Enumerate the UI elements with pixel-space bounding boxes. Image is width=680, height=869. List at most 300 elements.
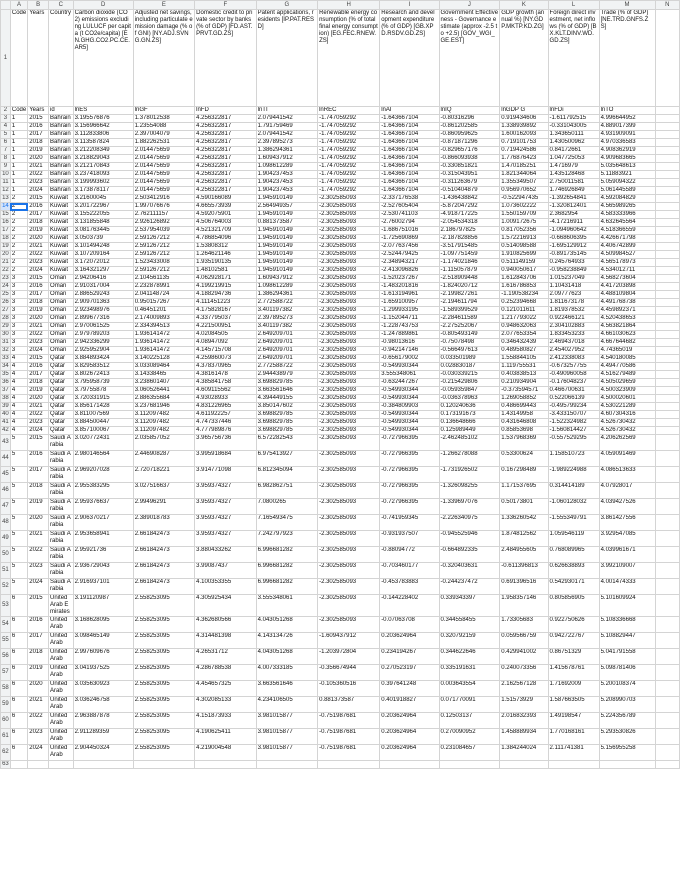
cell[interactable] (655, 147, 679, 155)
cell[interactable]: 1 (10, 179, 27, 187)
cell[interactable]: 2022 (28, 251, 49, 259)
row-header[interactable]: 15 (2, 211, 9, 217)
cell[interactable]: 2.014475659 (133, 171, 194, 179)
cell[interactable] (380, 761, 439, 769)
row-header[interactable]: 12 (2, 187, 9, 193)
cell[interactable]: 5 (10, 451, 27, 467)
cell[interactable]: -2.302585093 (318, 251, 380, 259)
cell[interactable]: 2016 (28, 203, 49, 211)
cell[interactable]: 2015 (28, 115, 49, 123)
cell[interactable]: -5.872047292 (439, 203, 500, 211)
cell[interactable]: 1.770168161 (548, 729, 599, 745)
cell[interactable]: 4.454657325 (195, 681, 256, 697)
cell[interactable]: 3.555348061 (256, 595, 317, 617)
cell[interactable]: -0.522947435 (500, 195, 548, 203)
cell[interactable] (655, 697, 679, 713)
cell[interactable]: -1.747059292 (318, 139, 380, 147)
cell[interactable]: 0.270090952 (439, 729, 500, 745)
cell[interactable] (655, 307, 679, 315)
cell[interactable]: 6.996681282 (256, 547, 317, 563)
cell[interactable]: 3.880433262 (195, 547, 256, 563)
cell[interactable]: lnES (73, 107, 133, 115)
cell[interactable]: 3.698829785 (256, 411, 317, 419)
cell[interactable]: GDP growth (annual %) [NY.GDP.MKTP.KD.ZG] (500, 10, 548, 107)
cell[interactable] (655, 315, 679, 323)
row-header[interactable]: 57 (1, 665, 11, 681)
cell[interactable]: 3.981015877 (256, 745, 317, 761)
cell[interactable]: -0.656179002 (380, 355, 439, 363)
cell[interactable]: 1 (10, 115, 27, 123)
cell[interactable]: -0.105360516 (318, 681, 380, 697)
cell[interactable]: -2.302585093 (318, 323, 380, 331)
cell[interactable]: 4.302085133 (195, 697, 256, 713)
cell[interactable]: 2.232878991 (133, 283, 194, 291)
row-header[interactable]: 55 (1, 633, 11, 649)
row-header[interactable]: 53 (1, 595, 11, 617)
cell[interactable]: 2023 (28, 563, 49, 579)
cell[interactable]: 1.384244024 (500, 745, 548, 761)
cell[interactable] (655, 171, 679, 179)
cell[interactable]: 1.945910149 (256, 227, 317, 235)
cell[interactable]: 2024 (28, 347, 49, 355)
cell[interactable]: 2.959376637 (73, 499, 133, 515)
cell[interactable]: -2.302585093 (318, 347, 380, 355)
cell[interactable] (655, 435, 679, 451)
cell[interactable]: 2023 (28, 419, 49, 427)
cell[interactable]: 4.611922257 (195, 411, 256, 419)
cell[interactable]: Code (10, 10, 27, 107)
cell[interactable]: United Arab (49, 633, 74, 649)
cell[interactable]: 1 (10, 155, 27, 163)
cell[interactable]: 5 (10, 563, 27, 579)
cell[interactable]: 3.081763445 (73, 227, 133, 235)
row-header[interactable]: 41 (2, 419, 9, 425)
cell[interactable]: 3.811007569 (73, 411, 133, 419)
cell[interactable]: Qatar (49, 371, 74, 379)
row-header[interactable]: 47 (1, 499, 11, 515)
cell[interactable]: -3.433150707 (548, 411, 599, 419)
cell[interactable] (655, 649, 679, 665)
cell[interactable]: 1.470185251 (500, 163, 548, 171)
cell[interactable]: -0.727966395 (380, 483, 439, 499)
cell[interactable] (655, 411, 679, 419)
cell[interactable]: 1.48102581 (195, 267, 256, 275)
cell[interactable]: -2.462485102 (439, 435, 500, 451)
cell[interactable]: 2.558253095 (133, 697, 194, 713)
cell[interactable]: 2.558253095 (133, 617, 194, 633)
cell[interactable]: 4.02084505 (195, 331, 256, 339)
cell[interactable]: -0.244237472 (439, 579, 500, 595)
cell[interactable]: 0.059566759 (500, 633, 548, 649)
cell[interactable] (49, 761, 74, 769)
cell[interactable] (655, 419, 679, 427)
row-header[interactable]: 44 (1, 451, 11, 467)
cell[interactable]: 4.286788538 (195, 665, 256, 681)
cell[interactable]: Kuwait (49, 195, 74, 203)
cell[interactable]: -0.75078498 (439, 339, 500, 347)
cell[interactable]: 2016 (28, 363, 49, 371)
cell[interactable]: -1.555349791 (548, 515, 599, 531)
cell[interactable]: 4 (10, 363, 27, 371)
cell[interactable]: 0.12503137 (439, 713, 500, 729)
cell[interactable]: 0.203624964 (380, 745, 439, 761)
cell[interactable]: 1.945910149 (256, 251, 317, 259)
cell[interactable]: 6 (10, 595, 27, 617)
cell[interactable] (655, 467, 679, 483)
cell[interactable]: 1.558844105 (500, 355, 548, 363)
cell[interactable]: 2.537954039 (133, 227, 194, 235)
cell[interactable]: 3.173878117 (73, 187, 133, 195)
cell[interactable]: 4.206262569 (599, 435, 655, 451)
cell[interactable]: 0.339343397 (439, 595, 500, 617)
cell[interactable]: 1.821344064 (500, 171, 548, 179)
row-header[interactable]: 26 (2, 299, 9, 305)
cell[interactable]: 0.252394668 (500, 299, 548, 307)
cell[interactable]: -2.302585093 (318, 395, 380, 403)
cell[interactable]: 4.234106505 (256, 697, 317, 713)
cell[interactable]: 0.120240636 (439, 403, 500, 411)
cell[interactable]: 0.956970652 (500, 187, 548, 195)
cell[interactable]: 4.592084829 (599, 195, 655, 203)
cell[interactable]: Oman (49, 339, 74, 347)
cell[interactable]: -1.115057879 (439, 267, 500, 275)
cell[interactable]: 3.663561646 (256, 681, 317, 697)
cell[interactable] (655, 139, 679, 147)
cell[interactable]: -1.190538234 (500, 291, 548, 299)
row-header[interactable]: 35 (2, 371, 9, 377)
cell[interactable]: 5 (10, 515, 27, 531)
cell[interactable]: -1.392654841 (548, 195, 599, 203)
cell[interactable]: 0.234194267 (380, 649, 439, 665)
cell[interactable]: -0.805493149 (439, 331, 500, 339)
cell[interactable]: -0.036378963 (439, 395, 500, 403)
cell[interactable]: -2.302585093 (318, 371, 380, 379)
cell[interactable]: Kuwait (49, 227, 74, 235)
cell[interactable]: 6.975413927 (256, 451, 317, 467)
cell[interactable]: -2.76002794 (380, 219, 439, 227)
row-header[interactable]: 32 (2, 347, 9, 353)
cell[interactable]: Qatar (49, 355, 74, 363)
cell[interactable]: -2.302585093 (318, 617, 380, 633)
cell[interactable]: 4 (10, 395, 27, 403)
cell[interactable]: 4.540180085 (599, 355, 655, 363)
cell[interactable]: 2.104561135 (133, 275, 194, 283)
cell[interactable]: 4.043051268 (256, 617, 317, 633)
cell[interactable]: 2.649209701 (256, 355, 317, 363)
cell[interactable]: 2.649209701 (256, 331, 317, 339)
cell[interactable]: 2.925952904 (73, 347, 133, 355)
cell[interactable]: Oman (49, 307, 74, 315)
cell[interactable]: 0.626638893 (548, 563, 599, 579)
cell[interactable]: 3.959374327 (195, 483, 256, 499)
cell[interactable]: 1.550159709 (500, 211, 548, 219)
cell[interactable]: 0.511149159 (500, 259, 548, 267)
cell[interactable]: 4.362680566 (195, 617, 256, 633)
cell[interactable]: -1.266278088 (439, 451, 500, 467)
cell[interactable]: 0.203624964 (380, 633, 439, 649)
cell[interactable]: 2019 (28, 227, 49, 235)
cell[interactable]: Government Effectiveness - Governance estimate (approx -2.5 to +2.5) [GOV_WGI_GE.EST] (439, 10, 500, 107)
cell[interactable]: -0.549930344 (380, 387, 439, 395)
row-header[interactable]: 8 (1, 155, 11, 163)
cell[interactable]: 4.530221289 (599, 403, 655, 411)
cell[interactable]: 5.156955258 (599, 745, 655, 761)
cell[interactable]: 4.526730432 (599, 427, 655, 435)
cell[interactable] (439, 761, 500, 769)
cell[interactable]: Kuwait (49, 251, 74, 259)
cell[interactable]: 2017 (28, 211, 49, 219)
cell[interactable]: lnTO (599, 107, 655, 115)
row-header[interactable]: 59 (1, 697, 11, 713)
cell[interactable]: -0.330851821 (439, 163, 500, 171)
cell[interactable]: 1.53808312 (195, 243, 256, 251)
cell[interactable]: 1.612843706 (500, 275, 548, 283)
cell[interactable]: 5.035648613 (599, 163, 655, 171)
cell[interactable]: -0.611396813 (500, 563, 548, 579)
cell[interactable]: 3.965756736 (195, 435, 256, 451)
cell[interactable]: 2022 (28, 171, 49, 179)
cell[interactable] (73, 761, 133, 769)
row-header[interactable]: 17 (2, 227, 9, 233)
cell[interactable]: 3 (10, 315, 27, 323)
cell[interactable]: 4.062928171 (195, 275, 256, 283)
cell[interactable]: 1.537968369 (500, 435, 548, 451)
cell[interactable]: 2.014475659 (133, 163, 194, 171)
cell[interactable]: Bahrain (49, 131, 74, 139)
cell[interactable]: 3.914771098 (195, 467, 256, 483)
cell[interactable]: 4.08947092 (195, 339, 256, 347)
cell[interactable]: -0.549930344 (380, 395, 439, 403)
cell[interactable] (28, 761, 49, 769)
cell[interactable]: 1 (10, 171, 27, 179)
cell[interactable]: 1.23554088 (133, 123, 194, 131)
cell[interactable]: -0.891735145 (548, 251, 599, 259)
cell[interactable]: 2.014475659 (133, 187, 194, 195)
cell[interactable]: 1.098612289 (256, 283, 317, 291)
cell[interactable]: 1.945910149 (256, 211, 317, 219)
cell[interactable]: 0.514098588 (500, 243, 548, 251)
cell[interactable]: -2.187828856 (439, 235, 500, 243)
cell[interactable]: 2018 (28, 649, 49, 665)
cell[interactable]: -2.302585093 (318, 563, 380, 579)
cell[interactable]: -3.517915485 (439, 243, 500, 251)
cell[interactable]: 3.107209164 (73, 251, 133, 259)
cell[interactable]: 2.558253095 (133, 665, 194, 681)
row-header[interactable]: 49 (1, 531, 11, 547)
cell[interactable]: 3.020772431 (73, 435, 133, 451)
cell[interactable]: 4.516279489 (599, 371, 655, 379)
cell[interactable]: 5.108829447 (599, 633, 655, 649)
cell[interactable]: 3.201722967 (73, 203, 133, 211)
cell[interactable]: 2.014475659 (133, 147, 194, 155)
cell[interactable]: 4.199219915 (195, 283, 256, 291)
cell[interactable]: 4.256322817 (195, 115, 256, 123)
cell[interactable] (655, 363, 679, 371)
cell[interactable] (655, 299, 679, 307)
cell[interactable]: Kuwait (49, 243, 74, 251)
cell[interactable]: 0.950157267 (133, 299, 194, 307)
cell[interactable] (655, 339, 679, 347)
cell[interactable] (655, 483, 679, 499)
cell[interactable]: 2.94206416 (73, 275, 133, 283)
cell[interactable]: 3.112097482 (133, 419, 194, 427)
cell[interactable]: 3.140225128 (133, 355, 194, 363)
cell[interactable]: id (49, 107, 74, 115)
cell[interactable]: Qatar (49, 411, 74, 419)
cell[interactable]: -4.17216911 (548, 219, 599, 227)
cell[interactable]: 0.53300624 (500, 451, 548, 467)
cell[interactable]: 4.256322817 (195, 179, 256, 187)
row-header[interactable]: 52 (1, 579, 11, 595)
cell[interactable]: 1.43149958 (500, 411, 548, 419)
cell[interactable]: 3.238601407 (133, 379, 194, 387)
cell[interactable]: -2.530741103 (380, 211, 439, 219)
cell[interactable] (655, 211, 679, 219)
column-header-c[interactable]: C (49, 1, 74, 10)
cell[interactable]: 2023 (28, 729, 49, 745)
cell[interactable]: -0.315043951 (439, 171, 500, 179)
cell[interactable]: 1.791759469 (256, 123, 317, 131)
cell[interactable]: 4.151873933 (195, 713, 256, 729)
cell[interactable]: 4.592075901 (195, 211, 256, 219)
cell[interactable]: 2.899677316 (73, 315, 133, 323)
cell[interactable]: -2.302585093 (318, 427, 380, 435)
cell[interactable]: 1.264621146 (195, 251, 256, 259)
cell[interactable]: 3.698829785 (256, 379, 317, 387)
cell[interactable]: 0.431646808 (500, 419, 548, 427)
cell[interactable]: 4.175828167 (195, 307, 256, 315)
cell[interactable]: 1.936141472 (133, 331, 194, 339)
cell[interactable]: 2.077653354 (500, 331, 548, 339)
cell[interactable]: 0.401918827 (380, 697, 439, 713)
cell[interactable]: -0.860959625 (439, 131, 500, 139)
cell[interactable]: -2.302585093 (318, 243, 380, 251)
cell[interactable]: 1 (10, 139, 27, 147)
cell[interactable]: -2.199827261 (439, 291, 500, 299)
cell[interactable]: 0.919434606 (500, 115, 548, 123)
cell[interactable]: 4.305925434 (195, 595, 256, 617)
cell[interactable]: -0.331043005 (548, 123, 599, 131)
cell[interactable]: 2.591267212 (133, 251, 194, 259)
cell[interactable]: 2 (10, 203, 27, 211)
cell[interactable] (655, 227, 679, 235)
cell[interactable]: 4.609115562 (195, 387, 256, 395)
cell[interactable]: 2017 (28, 371, 49, 379)
cell[interactable]: -0.549930344 (380, 411, 439, 419)
cell[interactable]: 4.931909091 (599, 131, 655, 139)
cell[interactable]: 1.386294361 (256, 291, 317, 299)
cell[interactable]: 2.186797825 (439, 227, 500, 235)
column-header-k[interactable]: K (500, 1, 548, 10)
cell[interactable]: 4.534012711 (599, 267, 655, 275)
cell[interactable]: -2.302585093 (318, 531, 380, 547)
cell[interactable]: 0.719424586 (500, 147, 548, 155)
cell[interactable] (655, 331, 679, 339)
cell[interactable]: 0.881373587 (318, 697, 380, 713)
cell[interactable]: -2.337176538 (380, 195, 439, 203)
cell[interactable]: -2.302585093 (318, 203, 380, 211)
cell[interactable]: Foreign direct investment, net inflows (% of GDP) [BX.KLT.DINV.WD.GD.ZS] (548, 10, 599, 107)
cell[interactable]: 2.910317004 (73, 283, 133, 291)
cell[interactable]: 2.564949357 (256, 203, 317, 211)
cell[interactable]: 3.027516637 (133, 483, 194, 499)
cell[interactable]: 1.378012538 (133, 115, 194, 123)
cell[interactable]: 0.881373587 (256, 219, 317, 227)
cell[interactable] (655, 761, 679, 769)
cell[interactable]: -2.302585093 (318, 515, 380, 531)
cell[interactable]: -0.741959345 (380, 515, 439, 531)
cell[interactable]: 6 (10, 697, 27, 713)
cell[interactable]: 2.174009893 (133, 315, 194, 323)
cell[interactable]: 3.959374327 (195, 531, 256, 547)
row-header[interactable]: 40 (2, 411, 9, 417)
cell[interactable]: 2.936729043 (73, 563, 133, 579)
column-header-e[interactable]: E (133, 1, 194, 10)
cell[interactable]: 0.240073356 (500, 665, 548, 681)
cell[interactable]: 1.945910149 (256, 195, 317, 203)
cell[interactable]: -0.566497613 (439, 347, 500, 355)
cell[interactable] (10, 761, 27, 769)
cell[interactable]: -1.659100957 (380, 299, 439, 307)
cell[interactable]: 1 (10, 123, 27, 131)
cell[interactable]: 6 (10, 633, 27, 649)
cell[interactable]: -2.302585093 (318, 227, 380, 235)
cell[interactable]: Oman (49, 315, 74, 323)
cell[interactable]: 4.521321709 (195, 227, 256, 235)
cell[interactable]: -1.643667104 (380, 123, 439, 131)
cell[interactable]: 3.237681946 (133, 403, 194, 411)
cell[interactable]: 4.777989876 (195, 427, 256, 435)
cell[interactable]: 5 (10, 467, 27, 483)
cell[interactable]: 4.509984527 (599, 251, 655, 259)
cell[interactable]: 1.098612289 (256, 163, 317, 171)
cell[interactable]: -1.560814427 (548, 427, 599, 435)
cell[interactable]: 1.047725053 (548, 155, 599, 163)
cell[interactable]: -2.413096826 (380, 267, 439, 275)
cell[interactable] (655, 665, 679, 681)
cell[interactable]: 7.165493475 (256, 515, 317, 531)
cell[interactable]: Bahrain (49, 155, 74, 163)
cell[interactable]: Years (28, 10, 49, 107)
cell[interactable]: 2.397895273 (256, 315, 317, 323)
cell[interactable]: 0.136648666 (439, 419, 500, 427)
cell[interactable]: 1.49198547 (548, 713, 599, 729)
cell[interactable]: Bahrain (49, 187, 74, 195)
cell[interactable]: -2.302585093 (318, 579, 380, 595)
row-header[interactable]: 43 (1, 435, 11, 451)
cell[interactable]: 4.526730432 (599, 419, 655, 427)
cell[interactable]: 1.587663505 (548, 697, 599, 713)
cell[interactable] (655, 451, 679, 467)
cell[interactable]: 3.195576876 (73, 115, 133, 123)
cell[interactable]: 1.600162093 (500, 131, 548, 139)
cell[interactable]: -0.88094772 (380, 547, 439, 563)
cell[interactable]: 2 (10, 219, 27, 227)
cell[interactable]: 4 (10, 379, 27, 387)
cell[interactable]: 0.922750626 (548, 617, 599, 633)
cell[interactable]: 1.059546119 (548, 531, 599, 547)
cell[interactable]: 4.059091469 (599, 451, 655, 467)
cell[interactable]: 2.963887878 (73, 713, 133, 729)
cell[interactable]: 1.415678761 (548, 665, 599, 681)
cell[interactable]: United Arab (49, 681, 74, 697)
cell[interactable]: 3.795958739 (73, 379, 133, 387)
cell[interactable]: 3.0503739 (73, 235, 133, 243)
cell[interactable]: -1.152044711 (380, 315, 439, 323)
cell[interactable]: 2 (10, 195, 27, 203)
cell[interactable] (655, 395, 679, 403)
cell[interactable]: 4.256322817 (195, 123, 256, 131)
